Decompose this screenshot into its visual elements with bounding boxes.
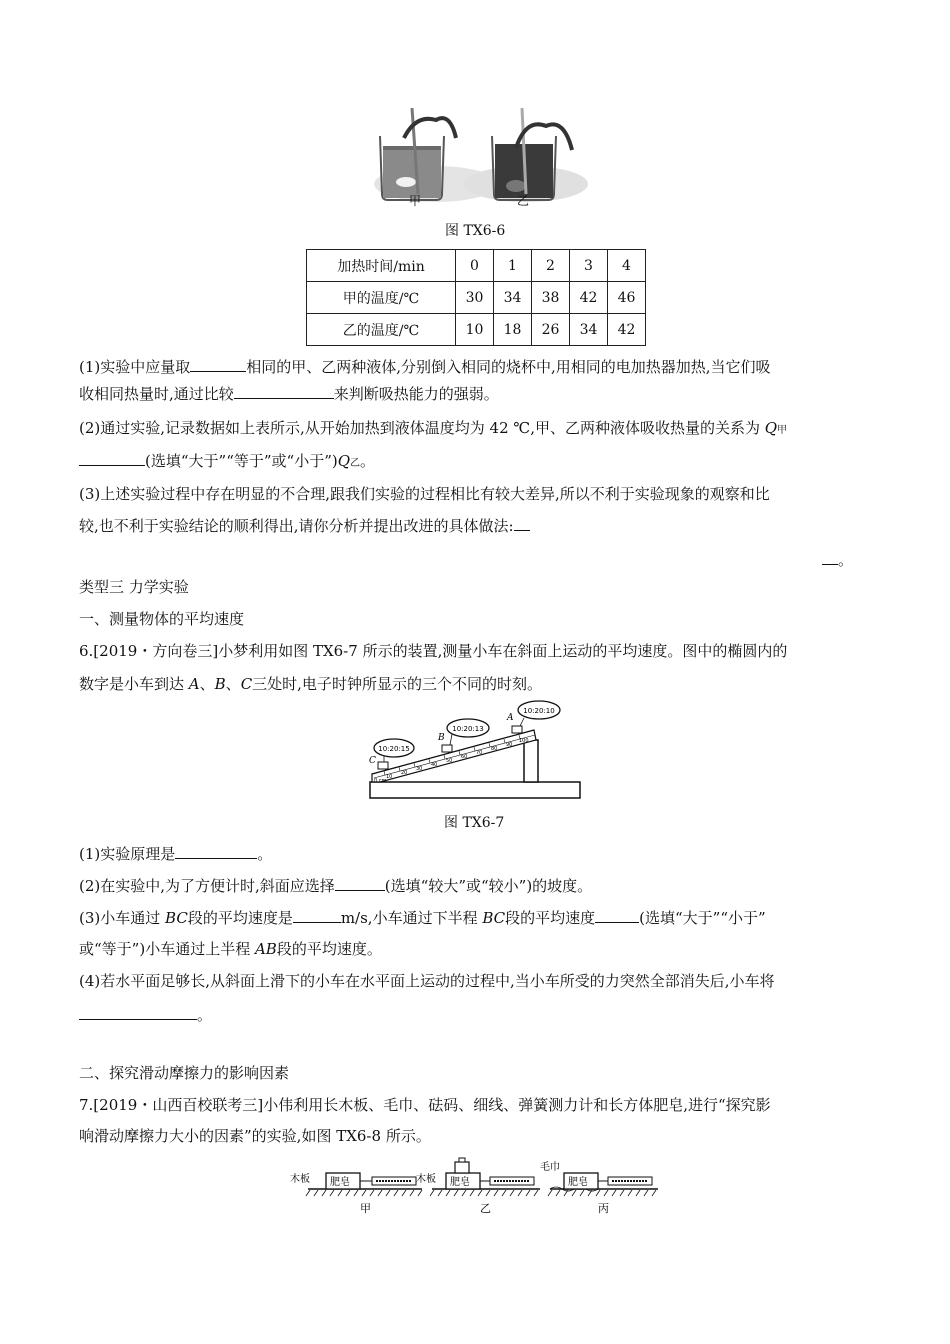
table-cell: 42 (608, 314, 646, 346)
answer-blank[interactable] (595, 908, 639, 923)
table-cell: 2 (532, 250, 570, 282)
table-cell: 0 (456, 250, 494, 282)
q5-part1-line1: (1)实验中应量取 相同的甲、乙两种液体,分别倒入相同的烧杯中,用相同的电加热器加热,当它们吸 (79, 358, 771, 376)
table-row (307, 250, 646, 282)
answer-blank[interactable] (335, 876, 385, 891)
table-cell: 10 (456, 314, 494, 346)
table-cell: 3 (570, 250, 608, 282)
beaker-label-yi: 乙 (517, 194, 530, 208)
table-cell: 18 (494, 314, 532, 346)
clock-b-time: 10:20:13 (452, 725, 484, 733)
ruler-tick-label: 80 (491, 746, 498, 752)
table-cell: 4 (608, 250, 646, 282)
cart-at-b (442, 745, 452, 752)
q6-part1: (1)实验原理是 。 (79, 845, 273, 863)
panel-bing (540, 1160, 658, 1215)
answer-blank[interactable] (822, 550, 838, 565)
q6-part4-line1: (4)若水平面足够长,从斜面上滑下的小车在水平面上运动的过程中,当小车所受的力突然全部消失后,小车将 (79, 972, 775, 990)
q6-part3-line1: (3)小车通过 BC段的平均速度是 m/s,小车通过下半程 BC段的平均速度 (选填“大于”“小于” (79, 909, 766, 927)
ruler-tick-label: 30 (416, 766, 423, 772)
friction-figure (288, 1152, 662, 1224)
point-label-c: C (369, 756, 376, 766)
q5-part3-line3: 。 (822, 550, 853, 570)
table-cell: 38 (532, 282, 570, 314)
label-soap: 肥皂 (450, 1177, 470, 1188)
ruler-tick-label: 100 (519, 738, 529, 744)
cart-at-a (512, 726, 522, 733)
table-cell: 42 (570, 282, 608, 314)
q7-stem-line1: 7.[2019・山西百校联考三]小伟利用长木板、毛巾、砝码、细线、弹簧测力计和长方体肥皂,进行“探究影 (79, 1096, 771, 1114)
point-label-a: A (507, 713, 514, 723)
ruler-tick-label: 10 (386, 774, 393, 780)
panel-jia (290, 1172, 422, 1215)
figure-caption-tx6-7: 图 TX6-7 (444, 815, 505, 831)
answer-blank[interactable] (293, 908, 341, 923)
q5-part3-line1: (3)上述实验过程中存在明显的不合理,跟我们实验的过程相比有较大差异,所以不利于实验现象的观察和比 (79, 485, 770, 503)
figure-caption-tx6-6: 图 TX6-6 (445, 223, 506, 239)
ruler-tick-label: 20 (401, 770, 408, 776)
answer-blank[interactable] (234, 384, 334, 399)
q6-stem-line1: 6.[2019・方向卷三]小梦利用如图 TX6-7 所示的装置,测量小车在斜面上运动的平均速度。图中的椭圆内的 (79, 642, 788, 660)
answer-blank[interactable] (79, 451, 145, 466)
answer-blank[interactable] (190, 357, 246, 372)
q5-part2-line2: (选填“大于”“等于”或“小于”)Q乙。 (79, 451, 375, 474)
subsection-sliding-friction: 二、探究滑动摩擦力的影响因素 (79, 1064, 290, 1082)
incline-figure (364, 700, 584, 802)
table-row (307, 282, 646, 314)
point-label-b: B (438, 733, 445, 743)
label-soap: 肥皂 (568, 1177, 588, 1188)
label-panel-yi: 乙 (480, 1202, 491, 1215)
q6-stem-line2: 数字是小车到达 A、B、C三处时,电子时钟所显示的三个不同的时刻。 (79, 675, 542, 693)
subsection-average-speed: 一、测量物体的平均速度 (79, 610, 245, 628)
q5-part3-line2: 较,也不利于实验结论的顺利得出,请你分析并提出改进的具体做法: (79, 516, 530, 536)
table-cell: 30 (456, 282, 494, 314)
temperature-table (306, 249, 646, 346)
answer-blank[interactable] (514, 516, 530, 531)
ruler-zero-label: 0 cm (374, 778, 387, 784)
q5-part1-line2: 收相同热量时,通过比较 来判断吸热能力的强弱。 (79, 385, 499, 403)
table-header-cell: 乙的温度∕℃ (307, 314, 456, 346)
table-row (307, 314, 646, 346)
table-cell: 26 (532, 314, 570, 346)
label-board: 木板 (290, 1174, 310, 1185)
label-soap: 肥皂 (330, 1177, 350, 1188)
beaker-label-jia: 甲 (409, 194, 422, 208)
label-towel: 毛巾 (540, 1162, 560, 1173)
q6-part3-line2: 或“等于”)小车通过上半程 AB段的平均速度。 (79, 940, 382, 958)
clock-c-time: 10:20:15 (378, 745, 410, 753)
table-header-cell: 加热时间∕min (307, 250, 456, 282)
ruler-tick-label: 60 (461, 754, 468, 760)
table-cell: 34 (494, 282, 532, 314)
cart-at-c (378, 762, 388, 769)
ruler-tick-label: 70 (476, 750, 483, 756)
label-panel-jia: 甲 (360, 1202, 371, 1215)
q7-stem-line2: 响滑动摩擦力大小的因素”的实验,如图 TX6-8 所示。 (79, 1127, 431, 1145)
section-type3-heading: 类型三 力学实验 (79, 578, 189, 596)
table-header-cell: 甲的温度∕℃ (307, 282, 456, 314)
beakers-figure (366, 108, 596, 210)
label-board: 木板 (416, 1174, 436, 1185)
ruler-tick-label: 40 (431, 762, 438, 768)
table-cell: 46 (608, 282, 646, 314)
q5-part2-line1: (2)通过实验,记录数据如上表所示,从开始加热到液体温度均为 42 ℃,甲、乙两种液体吸收热量的关系为 Q甲 (79, 419, 788, 437)
panel-yi (416, 1158, 540, 1215)
label-panel-bing: 丙 (598, 1202, 609, 1215)
q6-part2: (2)在实验中,为了方便计时,斜面应选择 (选填“较大”或“较小”)的坡度。 (79, 877, 593, 895)
ruler-tick-label: 90 (506, 742, 513, 748)
q6-part4-line2: 。 (79, 1005, 212, 1025)
answer-blank[interactable] (175, 844, 257, 859)
clock-a-time: 10:20:10 (523, 707, 555, 715)
table-cell: 1 (494, 250, 532, 282)
answer-blank[interactable] (79, 1005, 197, 1020)
ruler-tick-label: 50 (446, 758, 453, 764)
table-cell: 34 (570, 314, 608, 346)
